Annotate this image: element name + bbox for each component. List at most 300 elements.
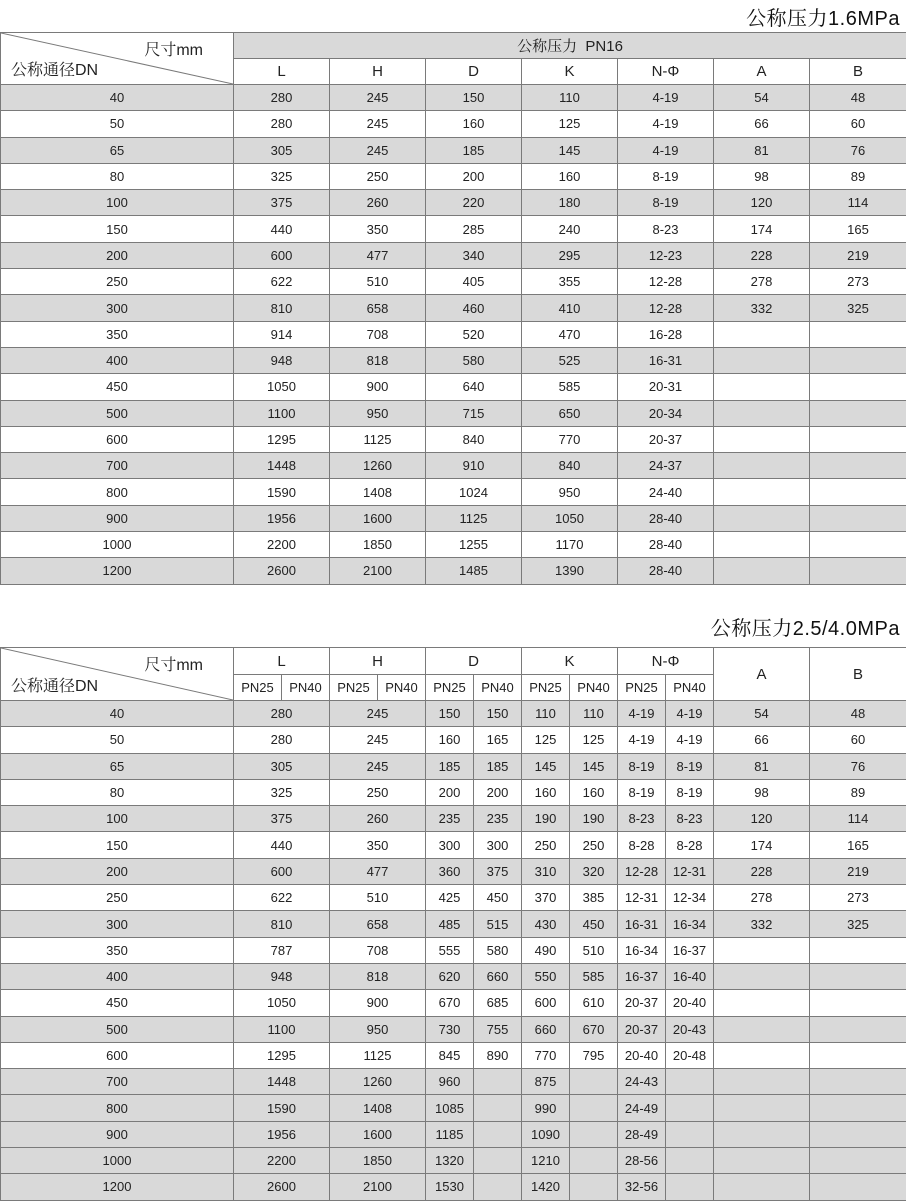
table-cell: 32-56 — [618, 1174, 666, 1200]
table-cell: 1530 — [426, 1174, 474, 1200]
table-cell: 24-49 — [618, 1095, 666, 1121]
table-cell: 900 — [1, 505, 234, 531]
table-cell: 250 — [570, 832, 618, 858]
table-cell: 460 — [426, 295, 522, 321]
table-cell — [474, 1121, 522, 1147]
table-cell: 28-40 — [618, 532, 714, 558]
table-cell — [714, 1121, 810, 1147]
table-cell: 8-23 — [618, 806, 666, 832]
table-cell: 89 — [810, 779, 906, 805]
table-cell: 660 — [474, 963, 522, 989]
table-cell — [714, 1069, 810, 1095]
table-cell: 1448 — [234, 453, 330, 479]
table-cell: 1850 — [330, 1148, 426, 1174]
table-cell — [570, 1174, 618, 1200]
table-cell: 280 — [234, 727, 330, 753]
table-cell: 300 — [474, 832, 522, 858]
table-row — [1, 990, 906, 1016]
table-cell — [810, 558, 906, 584]
table-cell: 295 — [522, 242, 618, 268]
table-cell: 260 — [330, 806, 426, 832]
table-cell: 12-28 — [618, 269, 714, 295]
table-cell: 510 — [570, 937, 618, 963]
table-cell: 1085 — [426, 1095, 474, 1121]
table-cell: 1125 — [330, 426, 426, 452]
table-cell: 960 — [426, 1069, 474, 1095]
table-cell: 1850 — [330, 532, 426, 558]
table-cell: 1420 — [522, 1174, 570, 1200]
table-cell: 89 — [810, 163, 906, 189]
table-cell — [714, 558, 810, 584]
table-cell: 1090 — [522, 1121, 570, 1147]
table-cell: 375 — [234, 190, 330, 216]
table2-sub-header: PN25 — [522, 675, 570, 701]
table-cell: 990 — [522, 1095, 570, 1121]
table-row — [1, 753, 906, 779]
table-cell: 48 — [810, 85, 906, 111]
table1-col-header-4: N-Φ — [618, 59, 714, 85]
table-cell: 200 — [426, 779, 474, 805]
table-cell: 1590 — [234, 1095, 330, 1121]
table-cell: 610 — [570, 990, 618, 1016]
table-cell: 1956 — [234, 505, 330, 531]
table-cell — [570, 1148, 618, 1174]
table-cell: 477 — [330, 858, 426, 884]
table-cell: 16-34 — [618, 937, 666, 963]
table-cell: 1125 — [426, 505, 522, 531]
table2-sub-header: PN40 — [666, 675, 714, 701]
table-cell: 150 — [426, 85, 522, 111]
table-cell: 310 — [522, 858, 570, 884]
table-cell: 219 — [810, 858, 906, 884]
table-cell: 525 — [522, 347, 618, 373]
table-cell: 600 — [522, 990, 570, 1016]
table-cell — [570, 1095, 618, 1121]
table-cell: 1050 — [234, 990, 330, 1016]
table-cell: 410 — [522, 295, 618, 321]
table-cell: 28-49 — [618, 1121, 666, 1147]
table-cell: 515 — [474, 911, 522, 937]
table-cell: 8-23 — [618, 216, 714, 242]
table-cell: 370 — [522, 885, 570, 911]
table-cell: 1170 — [522, 532, 618, 558]
table-cell: 450 — [570, 911, 618, 937]
table-row — [1, 779, 906, 805]
table-cell: 110 — [522, 85, 618, 111]
table-cell: 165 — [810, 832, 906, 858]
table2-pn25-pn40 — [0, 647, 906, 1201]
table-cell — [810, 1016, 906, 1042]
table-cell: 340 — [426, 242, 522, 268]
table-cell: 1295 — [234, 1042, 330, 1068]
table-cell — [666, 1148, 714, 1174]
table2-corner-header — [1, 648, 234, 701]
table1-col-header-3: K — [522, 59, 618, 85]
table-cell: 730 — [426, 1016, 474, 1042]
table-cell: 245 — [330, 85, 426, 111]
table-cell: 2200 — [234, 1148, 330, 1174]
table-cell: 165 — [810, 216, 906, 242]
table-cell: 20-40 — [666, 990, 714, 1016]
table-cell: 1210 — [522, 1148, 570, 1174]
table-cell: 950 — [330, 1016, 426, 1042]
table-cell: 1448 — [234, 1069, 330, 1095]
table-cell: 50 — [1, 111, 234, 137]
table-cell: 245 — [330, 727, 426, 753]
table-cell — [570, 1069, 618, 1095]
table-cell: 600 — [234, 242, 330, 268]
table-cell: 4-19 — [618, 701, 666, 727]
table-cell: 485 — [426, 911, 474, 937]
table-cell: 490 — [522, 937, 570, 963]
table-cell: 300 — [1, 911, 234, 937]
table-cell: 520 — [426, 321, 522, 347]
table-cell — [474, 1174, 522, 1200]
table-cell: 190 — [522, 806, 570, 832]
table-cell — [714, 505, 810, 531]
table-row — [1, 295, 906, 321]
table-cell: 8-19 — [618, 753, 666, 779]
table-cell: 375 — [474, 858, 522, 884]
table-cell: 840 — [426, 426, 522, 452]
table1-corner-dn-label: 公称通径DN — [11, 57, 98, 80]
table-cell: 120 — [714, 190, 810, 216]
table-row — [1, 479, 906, 505]
table-cell: 280 — [234, 701, 330, 727]
table-cell — [810, 453, 906, 479]
table-row — [1, 1121, 906, 1147]
table-cell — [714, 990, 810, 1016]
table-cell: 400 — [1, 347, 234, 373]
table-cell: 1408 — [330, 1095, 426, 1121]
table-cell: 200 — [474, 779, 522, 805]
table-cell: 16-37 — [666, 937, 714, 963]
table-cell: 98 — [714, 163, 810, 189]
table-cell: 580 — [474, 937, 522, 963]
table-cell: 320 — [570, 858, 618, 884]
table-cell: 555 — [426, 937, 474, 963]
table-cell: 325 — [810, 295, 906, 321]
table-row — [1, 858, 906, 884]
table-cell: 4-19 — [618, 727, 666, 753]
table-cell: 405 — [426, 269, 522, 295]
table-cell — [714, 453, 810, 479]
table-cell: 430 — [522, 911, 570, 937]
table-cell: 914 — [234, 321, 330, 347]
table-cell: 220 — [426, 190, 522, 216]
table-cell — [810, 479, 906, 505]
table-cell — [714, 400, 810, 426]
table1-group-header: 公称压力 PN16 — [234, 33, 906, 59]
table-cell — [810, 963, 906, 989]
table-cell — [474, 1069, 522, 1095]
table-cell: 658 — [330, 295, 426, 321]
table-cell: 54 — [714, 85, 810, 111]
table2-sub-header: PN25 — [618, 675, 666, 701]
table-cell: 145 — [570, 753, 618, 779]
table-cell: 278 — [714, 885, 810, 911]
table-cell: 4-19 — [618, 111, 714, 137]
table-row — [1, 1095, 906, 1121]
table-cell: 1255 — [426, 532, 522, 558]
table-cell: 350 — [1, 321, 234, 347]
table2-title: 公称压力2.5/4.0MPa — [711, 612, 900, 641]
table-cell: 160 — [426, 111, 522, 137]
table-cell: 1956 — [234, 1121, 330, 1147]
table-cell — [810, 374, 906, 400]
table-cell: 1100 — [234, 1016, 330, 1042]
table-row — [1, 1069, 906, 1095]
table-row — [1, 190, 906, 216]
table-cell — [714, 963, 810, 989]
table-cell: 2600 — [234, 558, 330, 584]
table2-sub-header: PN25 — [330, 675, 378, 701]
table-cell — [810, 321, 906, 347]
table-row — [1, 911, 906, 937]
table-cell: 845 — [426, 1042, 474, 1068]
table-cell: 200 — [1, 242, 234, 268]
table1-col-header-2: D — [426, 59, 522, 85]
table-cell: 228 — [714, 858, 810, 884]
table-cell: 76 — [810, 137, 906, 163]
table-cell: 28-40 — [618, 505, 714, 531]
table-cell: 1260 — [330, 1069, 426, 1095]
table-cell: 950 — [522, 479, 618, 505]
table-cell: 125 — [522, 111, 618, 137]
table-cell — [714, 347, 810, 373]
table-cell: 8-19 — [666, 779, 714, 805]
table-cell: 80 — [1, 163, 234, 189]
table2-col-header-1: H — [330, 648, 426, 675]
table-cell: 600 — [1, 1042, 234, 1068]
table-cell: 65 — [1, 753, 234, 779]
table-cell: 66 — [714, 727, 810, 753]
table-cell: 440 — [234, 832, 330, 858]
table1-col-header-5: A — [714, 59, 810, 85]
table-cell: 285 — [426, 216, 522, 242]
table1-col-header-0: L — [234, 59, 330, 85]
table-cell: 245 — [330, 111, 426, 137]
table-row — [1, 216, 906, 242]
table-cell: 16-37 — [618, 963, 666, 989]
table-cell: 65 — [1, 137, 234, 163]
table-cell: 4-19 — [618, 85, 714, 111]
table-cell — [810, 1069, 906, 1095]
table-cell: 1408 — [330, 479, 426, 505]
table-cell: 278 — [714, 269, 810, 295]
table-cell: 325 — [234, 163, 330, 189]
table-cell — [714, 1095, 810, 1121]
table-cell: 355 — [522, 269, 618, 295]
table-cell: 385 — [570, 885, 618, 911]
table-cell: 658 — [330, 911, 426, 937]
table2-col-header-2: D — [426, 648, 522, 675]
table-cell — [714, 532, 810, 558]
table-cell: 840 — [522, 453, 618, 479]
table-cell: 20-43 — [666, 1016, 714, 1042]
table-cell: 1050 — [234, 374, 330, 400]
table-cell — [666, 1069, 714, 1095]
table-cell: 890 — [474, 1042, 522, 1068]
table-row — [1, 505, 906, 531]
table-cell: 1590 — [234, 479, 330, 505]
table-row — [1, 1148, 906, 1174]
table-cell: 1024 — [426, 479, 522, 505]
table2-col-header-4: N-Φ — [618, 648, 714, 675]
table1-col-header-1: H — [330, 59, 426, 85]
table-row — [1, 269, 906, 295]
table-cell: 8-28 — [666, 832, 714, 858]
table-cell: 4-19 — [618, 137, 714, 163]
table-cell: 810 — [234, 911, 330, 937]
table-cell: 250 — [330, 163, 426, 189]
table-cell: 900 — [330, 374, 426, 400]
table-cell: 910 — [426, 453, 522, 479]
table-cell — [714, 1016, 810, 1042]
table2-sub-header: PN40 — [570, 675, 618, 701]
table-cell: 185 — [474, 753, 522, 779]
table-cell: 81 — [714, 753, 810, 779]
table-cell: 40 — [1, 701, 234, 727]
table-cell: 273 — [810, 885, 906, 911]
table-cell: 1100 — [234, 400, 330, 426]
table-cell: 80 — [1, 779, 234, 805]
table-row — [1, 832, 906, 858]
table-cell: 600 — [1, 426, 234, 452]
table-cell — [666, 1095, 714, 1121]
table-cell: 20-31 — [618, 374, 714, 400]
table-cell — [666, 1121, 714, 1147]
table-cell: 795 — [570, 1042, 618, 1068]
table-cell: 280 — [234, 111, 330, 137]
table-cell: 550 — [522, 963, 570, 989]
table-cell — [810, 1121, 906, 1147]
table-row — [1, 111, 906, 137]
table2-col-header-3: K — [522, 648, 618, 675]
table-cell: 76 — [810, 753, 906, 779]
table-cell: 818 — [330, 347, 426, 373]
table-cell — [810, 1174, 906, 1200]
table-row — [1, 374, 906, 400]
table-cell: 160 — [522, 163, 618, 189]
table-cell: 1000 — [1, 1148, 234, 1174]
table-cell: 1125 — [330, 1042, 426, 1068]
table-cell: 425 — [426, 885, 474, 911]
table-cell: 1260 — [330, 453, 426, 479]
table-cell: 875 — [522, 1069, 570, 1095]
table-row — [1, 400, 906, 426]
table1-title: 公称压力1.6MPa — [746, 2, 900, 31]
table-cell: 185 — [426, 753, 474, 779]
table-cell: 708 — [330, 321, 426, 347]
table-cell: 60 — [810, 727, 906, 753]
table-cell: 20-37 — [618, 426, 714, 452]
table-cell: 150 — [426, 701, 474, 727]
table-cell: 150 — [1, 832, 234, 858]
table2-sub-header: PN25 — [426, 675, 474, 701]
table1-pn16 — [0, 32, 906, 585]
table1-corner-header — [1, 33, 234, 85]
table-cell: 1600 — [330, 1121, 426, 1147]
table-cell: 375 — [234, 806, 330, 832]
table-cell: 235 — [426, 806, 474, 832]
table-cell: 1050 — [522, 505, 618, 531]
table-cell — [474, 1095, 522, 1121]
table-cell: 28-40 — [618, 558, 714, 584]
table2-sub-header: PN40 — [282, 675, 330, 701]
table-cell: 273 — [810, 269, 906, 295]
table-cell: 950 — [330, 400, 426, 426]
table-cell: 305 — [234, 753, 330, 779]
table-row — [1, 558, 906, 584]
table-cell: 900 — [1, 1121, 234, 1147]
table-cell: 48 — [810, 701, 906, 727]
table-cell: 477 — [330, 242, 426, 268]
table-cell: 715 — [426, 400, 522, 426]
table-row — [1, 426, 906, 452]
table-cell: 24-37 — [618, 453, 714, 479]
table-cell: 800 — [1, 1095, 234, 1121]
table2-sub-header: PN40 — [378, 675, 426, 701]
table-cell — [714, 426, 810, 452]
table-cell: 174 — [714, 832, 810, 858]
table-cell: 8-19 — [666, 753, 714, 779]
table-cell: 305 — [234, 137, 330, 163]
table-cell: 60 — [810, 111, 906, 137]
table1-corner-size-label: 尺寸mm — [144, 37, 203, 60]
table-cell — [474, 1148, 522, 1174]
table-cell: 16-34 — [666, 911, 714, 937]
table-row — [1, 885, 906, 911]
table-cell: 12-28 — [618, 858, 666, 884]
table-cell: 2200 — [234, 532, 330, 558]
table-cell: 470 — [522, 321, 618, 347]
table-cell: 1200 — [1, 1174, 234, 1200]
table-cell: 8-19 — [618, 163, 714, 189]
table-cell: 250 — [330, 779, 426, 805]
table-cell: 800 — [1, 479, 234, 505]
table-row — [1, 1016, 906, 1042]
table-cell: 200 — [1, 858, 234, 884]
table-cell: 24-43 — [618, 1069, 666, 1095]
table-cell — [810, 937, 906, 963]
table-cell: 1390 — [522, 558, 618, 584]
table-cell: 350 — [330, 832, 426, 858]
table-cell — [714, 321, 810, 347]
table-cell: 20-48 — [666, 1042, 714, 1068]
table-cell: 120 — [714, 806, 810, 832]
table-cell: 700 — [1, 453, 234, 479]
table-cell: 585 — [570, 963, 618, 989]
table-row — [1, 532, 906, 558]
table-cell: 300 — [426, 832, 474, 858]
table-cell: 600 — [234, 858, 330, 884]
table-cell: 160 — [522, 779, 570, 805]
table-cell: 150 — [1, 216, 234, 242]
table-cell: 787 — [234, 937, 330, 963]
table-cell: 510 — [330, 269, 426, 295]
table-cell: 8-28 — [618, 832, 666, 858]
table-cell: 622 — [234, 885, 330, 911]
table-cell: 114 — [810, 806, 906, 832]
table-cell: 1295 — [234, 426, 330, 452]
table-cell: 510 — [330, 885, 426, 911]
table-cell: 16-31 — [618, 911, 666, 937]
table-cell: 4-19 — [666, 701, 714, 727]
table-cell — [810, 1042, 906, 1068]
table-cell: 180 — [522, 190, 618, 216]
table-cell: 24-40 — [618, 479, 714, 505]
